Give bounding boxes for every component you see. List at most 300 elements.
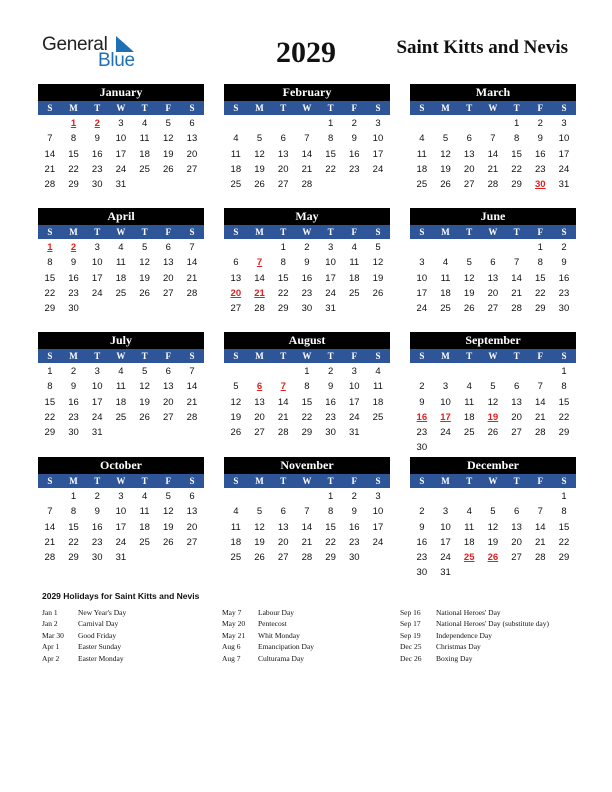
day-cell: 16 [348,521,360,533]
holiday-column [222,607,392,664]
weekday-label: S [233,351,239,361]
empty-cell [481,116,505,131]
month-january [38,84,204,192]
day-cell: 11 [230,521,241,533]
day-cell: 5 [256,506,263,518]
day-cell: 26 [487,427,499,439]
day-cell: 3 [327,242,334,253]
logo-general-text: General [42,34,108,55]
day-cell: 28 [44,179,56,191]
day-cell: 29 [511,179,522,191]
logo-blue-text: Blue [98,50,135,71]
day-cell: 18 [230,536,242,548]
day-cell: 4 [419,133,425,145]
day-cell: 21 [534,411,546,423]
day-cell: 13 [162,381,174,393]
weekday-label: S [189,227,195,237]
day-cell: 27 [162,411,174,423]
day-cell: 14 [301,521,313,533]
weekday-label: S [233,476,239,486]
day-cell: 28 [301,179,313,191]
day-cell: 2 [70,366,77,377]
weekday-label: F [165,351,172,361]
day-cell: 29 [325,552,336,564]
weekday-label: T [513,103,520,113]
weekday-label: T [141,476,148,486]
day-cell: 27 [186,163,198,175]
day-cell: 9 [94,506,100,518]
holiday-day: 7 [256,257,263,269]
weekday-header [38,101,204,115]
empty-cell [434,489,458,504]
day-cell: 19 [139,272,150,284]
day-cell: 6 [513,506,520,518]
empty-cell [505,240,529,255]
day-cell: 28 [186,411,198,423]
day-cell: 27 [511,552,522,564]
day-cell: 20 [186,148,198,160]
day-cell: 30 [558,303,570,315]
day-cell: 16 [534,148,546,160]
day-cell: 15 [68,521,79,533]
day-cell: 5 [490,506,496,518]
day-cell: 21 [487,163,499,175]
day-cell: 2 [327,366,334,377]
month-july [38,332,204,440]
day-cell: 12 [254,521,265,533]
day-cell: 30 [348,552,360,564]
holiday-day: 17 [440,411,451,423]
day-grid [224,116,390,192]
day-cell: 11 [139,133,150,145]
day-cell: 12 [254,148,265,160]
weekday-label: M [441,351,450,361]
day-cell: 30 [91,552,103,564]
day-cell: 19 [139,396,150,408]
day-cell: 28 [277,427,289,439]
day-cell: 17 [325,272,336,284]
day-cell: 28 [186,287,198,299]
weekday-label: T [280,103,287,113]
day-cell: 23 [68,287,79,299]
holiday-name: Easter Monday [78,653,124,663]
day-cell: 23 [348,163,360,175]
day-cell: 12 [162,506,174,518]
day-cell: 30 [325,427,336,439]
day-cell: 17 [91,396,103,408]
day-cell: 25 [416,179,428,191]
day-cell: 21 [301,163,313,175]
weekday-label: T [280,227,287,237]
day-cell: 12 [162,133,174,145]
empty-cell [271,116,295,131]
holiday-name: Easter Sunday [78,642,122,652]
day-cell: 7 [47,506,53,518]
day-cell: 4 [351,242,357,253]
day-cell: 22 [68,536,79,548]
month-august [224,332,390,440]
day-cell: 13 [463,148,475,160]
weekday-label: W [116,103,126,113]
day-cell: 31 [115,179,127,191]
day-cell: 8 [47,257,53,269]
holiday-column [400,607,570,664]
day-cell: 9 [561,257,567,269]
weekday-label: W [488,476,498,486]
day-grid [38,240,204,316]
empty-cell [224,364,248,379]
day-cell: 29 [558,427,570,439]
weekday-label: M [69,476,78,486]
weekday-label: M [69,103,78,113]
day-cell: 27 [277,552,289,564]
day-cell: 13 [277,521,289,533]
day-cell: 8 [304,381,310,393]
day-cell: 12 [230,396,242,408]
day-cell: 17 [372,521,384,533]
day-cell: 9 [537,133,543,145]
day-grid [224,240,390,316]
weekday-label: S [561,227,567,237]
empty-cell [528,364,552,379]
day-cell: 3 [442,381,449,393]
day-cell: 2 [351,118,357,129]
day-cell: 20 [487,287,499,299]
weekday-label: S [375,351,381,361]
year-title: 2029 [276,36,336,69]
day-cell: 20 [186,521,198,533]
holiday-name: New Year's Day [78,608,127,617]
weekday-label: S [375,476,381,486]
day-cell: 3 [351,366,357,377]
day-cell: 24 [372,163,384,175]
day-cell: 5 [141,366,148,377]
empty-cell [248,240,272,255]
day-cell: 28 [534,427,546,439]
holiday-name: Pentecost [258,619,287,629]
day-cell: 5 [165,118,171,129]
weekday-label: F [537,103,544,113]
day-cell: 24 [558,163,570,175]
month-title: August [224,332,390,349]
day-cell: 7 [537,381,543,393]
day-cell: 19 [440,163,451,175]
day-cell: 4 [466,506,472,518]
day-cell: 22 [325,536,336,548]
day-cell: 18 [416,163,428,175]
day-cell: 27 [511,427,522,439]
empty-cell [248,364,272,379]
day-cell: 19 [230,411,242,423]
day-cell: 16 [348,148,360,160]
day-cell: 9 [419,396,425,408]
holiday-name: Emancipation Day [258,642,315,652]
day-cell: 21 [301,536,313,548]
day-cell: 10 [416,272,428,284]
day-cell: 17 [115,148,127,160]
day-cell: 30 [91,179,103,191]
day-cell: 26 [440,179,451,191]
day-grid [38,116,204,192]
holiday-day: 2 [94,118,100,129]
day-cell: 29 [68,179,79,191]
day-cell: 30 [416,567,428,579]
day-cell: 29 [301,427,313,439]
day-cell: 11 [440,272,451,284]
weekday-label: T [327,476,334,486]
weekday-label: W [116,351,126,361]
day-cell: 7 [304,133,310,145]
weekday-header [38,474,204,488]
holiday-column [42,607,212,664]
day-cell: 24 [372,536,384,548]
day-cell: 30 [68,303,79,315]
day-cell: 16 [558,272,570,284]
day-cell: 1 [47,366,53,377]
day-cell: 18 [463,536,475,548]
day-cell: 30 [416,442,428,454]
day-cell: 13 [511,521,522,533]
empty-cell [38,116,62,131]
weekday-label: T [513,351,520,361]
day-cell: 31 [325,303,336,315]
day-cell: 24 [440,427,451,439]
holiday-day: 7 [280,381,286,393]
day-cell: 18 [463,411,475,423]
month-title: March [410,84,576,101]
day-cell: 15 [44,272,56,284]
day-cell: 6 [233,257,239,269]
weekday-label: S [47,103,53,113]
day-cell: 10 [372,506,384,518]
day-cell: 22 [44,411,56,423]
day-cell: 12 [463,272,475,284]
weekday-label: M [255,103,264,113]
day-cell: 28 [534,552,546,564]
day-cell: 31 [558,179,570,191]
month-title: May [224,208,390,225]
day-cell: 23 [348,536,360,548]
weekday-label: T [327,103,334,113]
weekday-label: T [94,351,101,361]
day-cell: 5 [233,381,239,393]
day-cell: 1 [537,242,543,253]
day-cell: 23 [558,287,570,299]
day-cell: 25 [348,287,360,299]
day-cell: 25 [440,303,451,315]
day-cell: 8 [47,381,53,393]
day-cell: 14 [186,381,198,393]
day-cell: 21 [186,396,198,408]
day-cell: 2 [419,381,425,393]
day-cell: 7 [189,366,195,377]
holidays-title: 2029 Holidays for Saint Kitts and Nevis [42,591,200,601]
weekday-label: T [327,351,334,361]
day-cell: 17 [91,272,103,284]
day-cell: 23 [416,427,428,439]
day-cell: 11 [349,257,360,269]
holiday-day: 21 [254,287,265,299]
holiday-name: National Heroes' Day (substitute day) [436,619,549,629]
holiday-date: Mar 30 [42,630,64,640]
day-cell: 15 [325,148,336,160]
day-cell: 24 [115,163,127,175]
day-cell: 21 [186,272,198,284]
day-cell: 27 [487,303,499,315]
day-cell: 7 [537,506,543,518]
empty-cell [481,489,505,504]
weekday-label: S [561,476,567,486]
day-cell: 24 [348,411,360,423]
month-title: October [38,457,204,474]
holiday-item [400,618,570,629]
day-cell: 6 [165,242,171,253]
holiday-name: Boxing Day [436,653,473,663]
day-cell: 26 [162,163,174,175]
day-cell: 10 [440,521,451,533]
day-cell: 10 [440,396,451,408]
weekday-label: T [466,103,473,113]
holiday-day: 26 [487,552,499,564]
day-cell: 5 [141,242,148,253]
holiday-name: National Heroes' Day [436,608,501,617]
weekday-label: S [561,351,567,361]
weekday-label: T [141,103,148,113]
holiday-item [42,618,212,629]
day-cell: 12 [139,381,150,393]
day-cell: 6 [280,506,286,518]
day-cell: 8 [561,381,567,393]
day-cell: 19 [487,536,499,548]
day-cell: 4 [233,133,239,145]
holiday-item [400,653,570,664]
day-cell: 4 [375,366,381,377]
day-cell: 11 [115,257,126,269]
day-cell: 14 [534,396,546,408]
weekday-header [224,349,390,363]
day-cell: 31 [91,427,103,439]
day-cell: 8 [513,133,520,145]
day-cell: 29 [44,427,56,439]
holiday-item [222,630,392,641]
empty-cell [410,240,434,255]
weekday-label: F [351,227,358,237]
day-cell: 25 [230,552,242,564]
day-grid [410,364,576,456]
day-cell: 4 [118,366,124,377]
day-cell: 28 [487,179,499,191]
day-cell: 13 [487,272,499,284]
day-cell: 7 [47,133,53,145]
day-cell: 24 [325,287,336,299]
empty-cell [457,240,481,255]
day-grid [410,489,576,581]
holiday-item [400,607,570,618]
day-cell: 24 [416,303,428,315]
day-cell: 11 [373,381,383,393]
day-cell: 3 [118,118,124,129]
holiday-date: Sep 17 [400,619,421,629]
holiday-day: 1 [47,242,53,253]
day-cell: 29 [534,303,546,315]
weekday-label: S [419,351,425,361]
day-cell: 8 [537,257,543,269]
day-cell: 18 [440,287,451,299]
weekday-label: S [47,351,53,361]
weekday-label: S [189,351,195,361]
day-cell: 19 [162,148,174,160]
empty-cell [457,116,481,131]
day-cell: 7 [513,257,520,269]
weekday-header [410,225,576,239]
day-grid [38,489,204,565]
day-cell: 23 [301,287,313,299]
weekday-label: S [47,227,53,237]
day-cell: 24 [91,287,103,299]
holiday-name: Independence Day [436,630,493,640]
month-june [410,208,576,316]
empty-cell [434,240,458,255]
day-cell: 22 [277,287,289,299]
holiday-item [222,607,392,618]
weekday-label: F [165,103,172,113]
day-cell: 25 [139,163,150,175]
weekday-label: T [94,476,101,486]
weekday-label: T [141,227,148,237]
day-cell: 27 [162,287,174,299]
day-cell: 13 [277,148,289,160]
weekday-label: W [116,227,126,237]
day-cell: 2 [537,118,543,129]
day-cell: 19 [372,272,384,284]
empty-cell [271,364,295,379]
weekday-label: S [189,476,195,486]
day-cell: 4 [118,242,124,253]
day-cell: 8 [327,133,334,145]
day-cell: 17 [372,148,384,160]
month-november [224,457,390,565]
weekday-label: F [537,476,544,486]
day-grid [38,364,204,440]
day-cell: 3 [375,491,381,502]
weekday-label: T [466,351,473,361]
day-cell: 4 [141,491,148,502]
day-cell: 24 [115,536,127,548]
day-cell: 3 [94,242,100,253]
day-cell: 5 [375,242,381,253]
month-title: April [38,208,204,225]
day-cell: 9 [351,133,357,145]
day-cell: 25 [115,411,127,423]
day-cell: 23 [534,163,546,175]
day-cell: 23 [68,411,79,423]
day-cell: 14 [44,148,56,160]
day-cell: 23 [416,552,428,564]
holiday-day: 30 [534,179,546,191]
day-cell: 7 [304,506,310,518]
empty-cell [248,489,272,504]
day-cell: 15 [277,272,289,284]
day-cell: 20 [162,272,174,284]
day-cell: 23 [91,536,103,548]
weekday-label: W [488,351,498,361]
weekday-label: M [255,351,264,361]
month-october [38,457,204,565]
day-cell: 5 [256,133,263,145]
day-cell: 14 [44,521,56,533]
empty-cell [224,489,248,504]
day-cell: 6 [513,381,520,393]
